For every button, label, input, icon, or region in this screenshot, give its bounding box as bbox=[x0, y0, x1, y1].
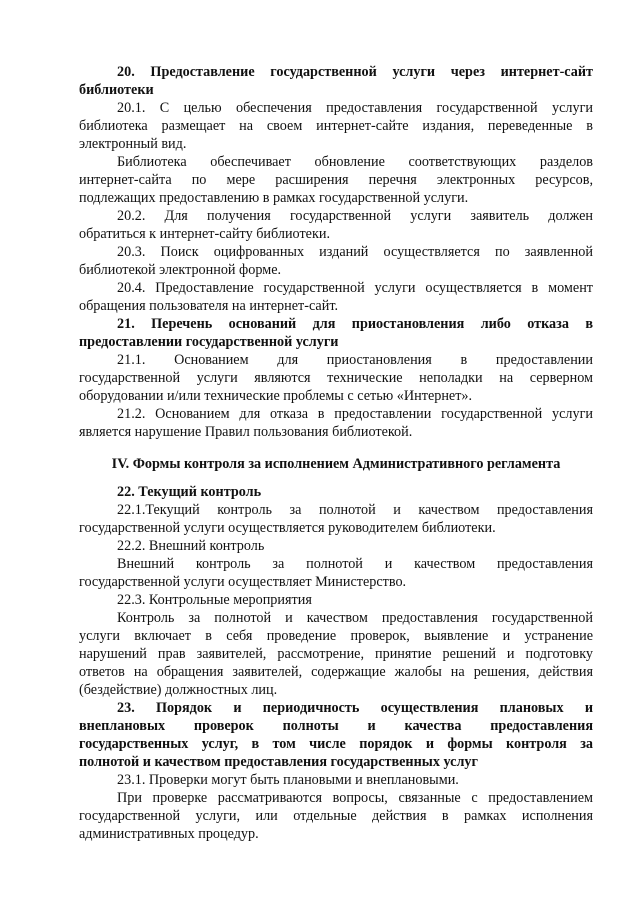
paragraph-20-1-line-2: библиотека размещает на своем интернет-сайте издания, переведенные в bbox=[79, 118, 593, 134]
paragraph-22-3-line-4: ответов на обращения заявителей, содержащие жалобы на решения, действия bbox=[79, 664, 593, 680]
paragraph-20-4-line-1: 20.4. Предоставление государственной услуги осуществляется в момент bbox=[117, 280, 593, 296]
paragraph-22-1-line-1: 22.1.Текущий контроль за полнотой и качеством предоставления bbox=[117, 502, 593, 518]
paragraph-library-line-3: подлежащих предоставлению в рамках государственной услуги. bbox=[79, 190, 469, 206]
paragraph-20-1-line-3: электронный вид. bbox=[79, 136, 187, 152]
subheading-22-3: 22.3. Контрольные мероприятия bbox=[117, 592, 312, 608]
paragraph-22-2-line-1: Внешний контроль за полнотой и качеством предоставления bbox=[117, 556, 593, 572]
paragraph-21-2-line-2: является нарушение Правил пользования библиотекой. bbox=[79, 424, 413, 440]
section-23-heading-line-3: государственных услуг, в том числе порядок и формы контроля за bbox=[79, 736, 593, 752]
paragraph-22-1-line-2: государственной услуги осуществляется руководителем библиотеки. bbox=[79, 520, 496, 536]
paragraph-20-2-line-1: 20.2. Для получения государственной услуги заявитель должен bbox=[117, 208, 593, 224]
paragraph-23-2-line-2: государственной услуги, или отдельные действия в рамках исполнения bbox=[79, 808, 593, 824]
paragraph-21-1-line-1: 21.1. Основанием для приостановления в предоставлении bbox=[117, 352, 593, 368]
paragraph-21-1-line-3: оборудовании и/или технические проблемы с сетью «Интернет». bbox=[79, 388, 473, 404]
paragraph-20-4-line-2: обращения пользователя на интернет-сайт. bbox=[79, 298, 339, 314]
section-22-heading: 22. Текущий контроль bbox=[117, 484, 262, 500]
paragraph-22-3-line-3: нарушений прав заявителей, рассмотрение, принятие решений и подготовку bbox=[79, 646, 593, 662]
paragraph-20-1-line-1: 20.1. С целью обеспечения предоставления государственной услуги bbox=[117, 100, 593, 116]
subheading-22-2: 22.2. Внешний контроль bbox=[117, 538, 265, 554]
paragraph-22-3-line-1: Контроль за полнотой и качеством предоставления государственной bbox=[117, 610, 593, 626]
paragraph-23-2-line-3: административных процедур. bbox=[79, 826, 259, 842]
paragraph-23-1: 23.1. Проверки могут быть плановыми и внеплановыми. bbox=[117, 772, 459, 788]
paragraph-20-2-line-2: обратиться к интернет-сайту библиотеки. bbox=[79, 226, 330, 242]
paragraph-library-line-1: Библиотека обеспечивает обновление соответствующих разделов bbox=[117, 154, 593, 170]
paragraph-20-3-line-2: библиотекой электронной форме. bbox=[79, 262, 282, 278]
section-21-heading-line-2: предоставлении государственной услуги bbox=[79, 334, 339, 350]
section-20-heading-line-2: библиотеки bbox=[79, 82, 154, 98]
section-21-heading-line-1: 21. Перечень оснований для приостановления либо отказа в bbox=[117, 316, 593, 332]
section-20-heading-line-1: 20. Предоставление государственной услуги через интернет-сайт bbox=[117, 64, 593, 80]
section-23-heading-line-2: внеплановых проверок полноты и качества предоставления bbox=[79, 718, 593, 734]
paragraph-22-3-line-5: (бездействие) должностных лиц. bbox=[79, 682, 278, 698]
section-23-heading-line-4: полнотой и качеством предоставления государственных услуг bbox=[79, 754, 478, 770]
paragraph-22-2-line-2: государственной услуги осуществляет Министерство. bbox=[79, 574, 407, 590]
paragraph-20-3-line-1: 20.3. Поиск оцифрованных изданий осуществляется по заявленной bbox=[117, 244, 593, 260]
section-4-title: IV. Формы контроля за исполнением Административного регламента bbox=[111, 456, 561, 472]
paragraph-23-2-line-1: При проверке рассматриваются вопросы, связанные с предоставлением bbox=[117, 790, 593, 806]
section-23-heading-line-1: 23. Порядок и периодичность осуществления плановых и bbox=[117, 700, 593, 716]
paragraph-21-1-line-2: государственной услуги являются технические неполадки на серверном bbox=[79, 370, 593, 386]
paragraph-22-3-line-2: услуги включает в себя проведение проверок, выявление и устранение bbox=[79, 628, 593, 644]
paragraph-21-2-line-1: 21.2. Основанием для отказа в предоставлении государственной услуги bbox=[117, 406, 593, 422]
paragraph-library-line-2: интернет-сайта по мере расширения перечня электронных ресурсов, bbox=[79, 172, 593, 188]
